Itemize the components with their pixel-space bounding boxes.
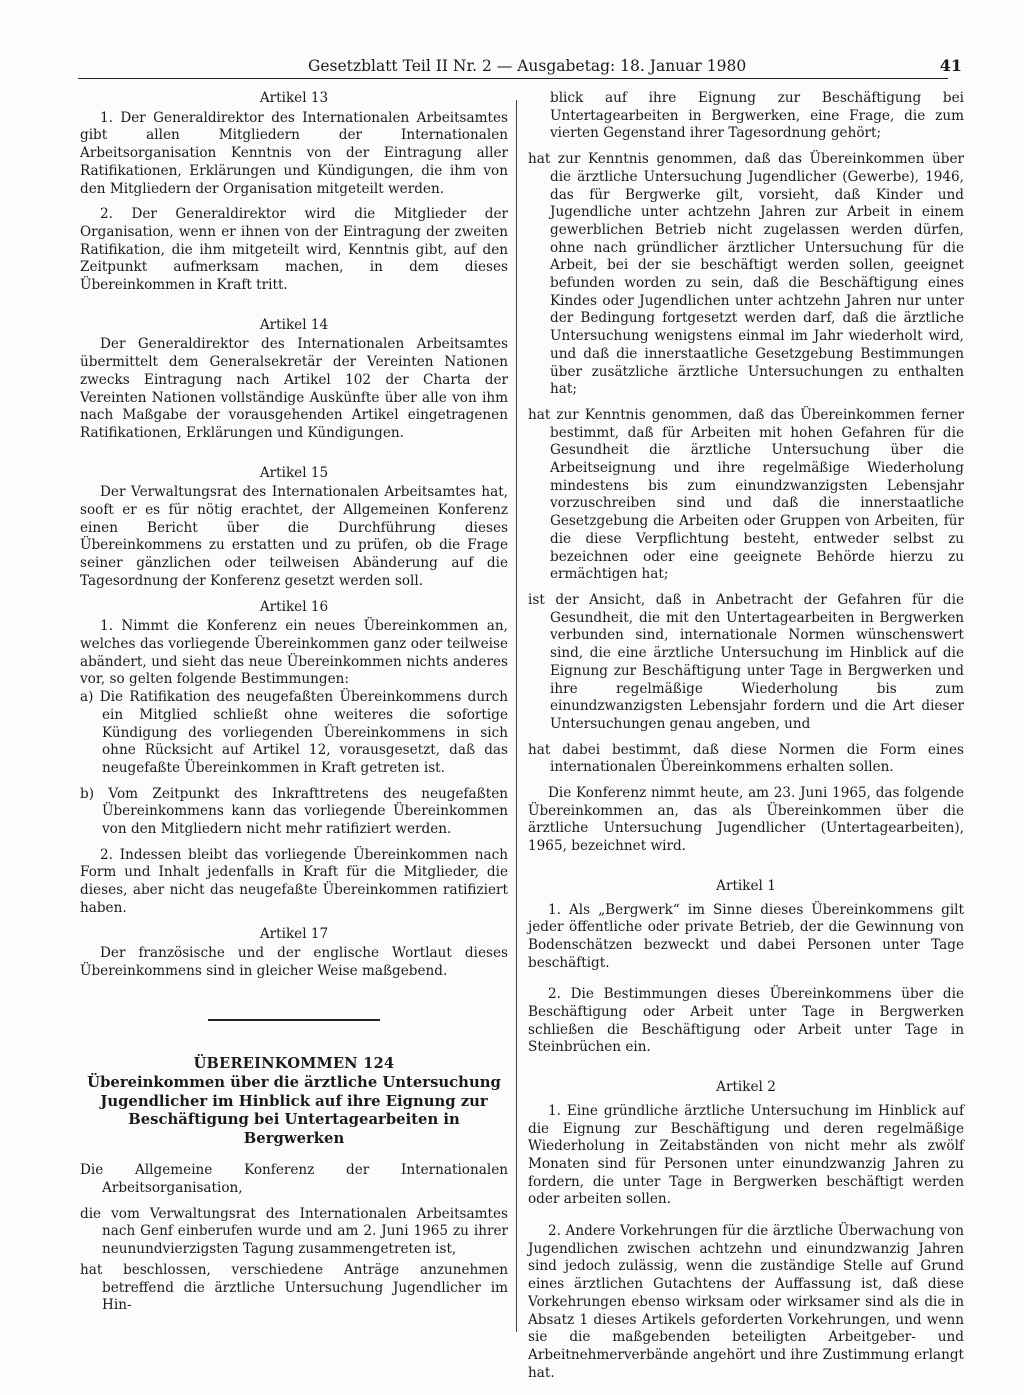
preamble-hat-kenntnis-2: hat zur Kenntnis genommen, daß das Übereinkommen ferner bestimmt, daß für Arbeiten mit hohen Gefahren für die Gesundheit die ärztliche Untersuchung über die Arbeitseignung und ihre regelmäßige Wiederholung mindestens bis zum einundzwanzigsten Lebensjahr vorzuschreiben sind und daß die innerstaatliche Gesetzgebung die Arbeiten oder Gruppen von Arbeiten, für die diese Verpflichtung besteht, entweder selbst zu bezeichnen oder eine geeignete Behörde hierzu zu ermächtigen hat;: [528, 406, 964, 583]
left-column: [80, 90, 508, 1315]
preamble-hat-bestimmt: hat dabei bestimmt, daß diese Normen die Form eines internationalen Übereinkommens erhalten sollen.: [528, 741, 964, 776]
right-column: [528, 90, 964, 1382]
convention-intro: Die Allgemeine Konferenz der Internationalen Arbeitsorganisation,: [80, 1162, 508, 1197]
header-rule: [78, 78, 948, 79]
artikel-16-paragraph-1: 1. Nimmt die Konferenz ein neues Übereinkommen an, welches das vorliegende Übereinkommen ganz oder teilweise abändert, und sieht das neue Übereinkommen nichts anderes vor, so gelten folgende Bestimmungen:: [80, 618, 508, 688]
page-header: [78, 56, 962, 76]
artikel-15-heading: Artikel 15: [259, 464, 329, 481]
artikel-1-paragraph-1: 1. Als „Bergwerk“ im Sinne dieses Übereinkommens gilt jeder öffentliche oder private Betrieb, der die Gewinnung von Bodenschätzen bezweckt und dabei Personen unter Tage beschäftigt.: [528, 901, 964, 971]
artikel-16-item-a: a) Die Ratifikation des neugefaßten Übereinkommens durch ein Mitglied schließt ohne weiteres die sofortige Kündigung des vorliegenden Übereinkommens in sich ohne Rücksicht auf Artikel 12, vorausgesetzt, daß das neugefaßte Übereinkommen in Kraft getreten ist.: [80, 689, 508, 776]
artikel-14-paragraph: Der Generaldirektor des Internationalen Arbeitsamtes übermittelt dem Generalsekretär der Vereinten Nationen zwecks Eintragung nach Artikel 102 der Charta der Vereinten Nationen vollständige Auskünfte über alle von ihm nach Maßgabe der vorausgehenden Artikel eingetragenen Ratifikationen, Erklärungen und Kündigungen.: [80, 336, 508, 441]
artikel-13-heading: Artikel 13: [259, 90, 329, 106]
artikel-2-heading: Artikel 2: [716, 1079, 776, 1096]
preamble-hat-beschlossen: hat beschlossen, verschiedene Anträge anzunehmen betreffend die ärztliche Untersuchung Jugendlicher im Hin-: [80, 1261, 508, 1314]
artikel-17-paragraph: Der französische und der englische Wortlaut dieses Übereinkommens sind in gleicher Weise maßgebend.: [80, 945, 508, 979]
artikel-16-heading: Artikel 16: [259, 598, 329, 615]
preamble-hat-kenntnis-1: hat zur Kenntnis genommen, daß das Übereinkommen über die ärztliche Untersuchung Jugendlicher (Gewerbe), 1946, das für Bergwerke gilt, vorsieht, daß Kinder und Jugendliche unter achtzehn Jahren zur Arbeit in einem gewerblichen Betrieb nicht zugelassen werden dürfen, ohne nach gründlicher ärztlicher Untersuchung für die Arbeit, bei der sie beschäftigt werden sollen, geeignet befunden worden zu sein, daß die Beschäftigung eines Kindes oder Jugendlichen unter achtzehn Jahren nur unter der Bedingung fortgesetzt werden darf, daß die ärztliche Untersuchung wenigstens einmal im Jahr wiederholt wird, und daß die innerstaatliche Gesetzgebung Bestimmungen über zusätzliche ärztliche Untersuchungen zu enthalten hat;: [528, 151, 964, 398]
artikel-15-paragraph: Der Verwaltungsrat des Internationalen Arbeitsamtes hat, sooft er es für nötig erachtet, der Allgemeinen Konferenz einen Bericht über die Durchführung dieses Übereinkommens zu erstatten und zu prüfen, ob die Frage seiner gänzlichen oder teilweisen Abänderung auf die Tagesordnung der Konferenz gesetzt werden soll.: [80, 484, 508, 589]
artikel-13-paragraph-1: 1. Der Generaldirektor des Internationalen Arbeitsamtes gibt allen Mitgliedern der Internationalen Arbeitsorganisation Kenntnis von der Eintragung aller Ratifikationen, Erklärungen und Kündigungen, die ihm von den Mitgliedern der Organisation mitgeteilt werden.: [80, 109, 508, 197]
konferenz-paragraph: Die Konferenz nimmt heute, am 23. Juni 1965, das folgende Übereinkommen an, das als Übereinkommen über die ärztliche Untersuchung Jugendlicher (Untertagearbeiten), 1965, bezeichnet wird.: [528, 785, 964, 855]
page-number: 41: [939, 56, 962, 75]
convention-subtitle: Übereinkommen über die ärztliche Untersuchung Jugendlicher im Hinblick auf ihre Eignung zur Beschäftigung bei Untertagearbeiten in Bergwerken: [87, 1074, 501, 1147]
artikel-16-item-b: b) Vom Zeitpunkt des Inkrafttretens des neugefaßten Übereinkommens kann das vorliegende Übereinkommen von den Mitgliedern nicht mehr ratifiziert werden.: [80, 785, 508, 838]
artikel-1-paragraph-2: 2. Die Bestimmungen dieses Übereinkommens über die Beschäftigung oder Arbeit unter Tage in Bergwerken schließen die Beschäftigung oder Arbeit unter Tage in Steinbrüchen ein.: [528, 986, 964, 1056]
convention-title: ÜBEREINKOMMEN 124: [193, 1054, 395, 1072]
artikel-17-heading: Artikel 17: [259, 925, 329, 942]
column-divider: [516, 100, 517, 1332]
preamble-ist-ansicht: ist der Ansicht, daß in Anbetracht der Gefahren für die Gesundheit, die mit den Untertagearbeiten in Bergwerken verbunden sind, internationale Normen wünschenswert sind, die eine ärztliche Untersuchung im Hinblick auf die Eignung zur Beschäftigung unter Tage in Bergwerken und ihre regelmäßige Wiederholung bis zum einundzwanzigsten Lebensjahr fordern und die Art dieser Untersuchungen genau angeben, und: [528, 591, 964, 732]
preamble-continuation: blick auf ihre Eignung zur Beschäftigung bei Untertagearbeiten in Bergwerken, eine Frage, die zum vierten Gegenstand ihrer Tagesordnung gehört;: [550, 90, 964, 142]
artikel-1-heading: Artikel 1: [716, 877, 776, 894]
header-title: Gesetzblatt Teil II Nr. 2 — Ausgabetag: 18. Januar 1980: [308, 57, 747, 75]
artikel-2-paragraph-2: 2. Andere Vorkehrungen für die ärztliche Überwachung von Jugendlichen zwischen achtzehn und einundzwanzig Jahren sind jedoch zulässig, wenn die zuständige Stelle auf Grund eines ärztlichen Gutachtens der Auffassung ist, daß diese Vorkehrungen ebenso wirksam oder wirksamer sind als die in Absatz 1 dieses Artikels geforderten Vorkehrungen, und wenn sie die maßgebenden beteiligten Arbeitgeber- und Arbeitnehmerverbände angehört und ihre Zustimmung erlangt hat.: [528, 1223, 964, 1381]
artikel-2-paragraph-1: 1. Eine gründliche ärztliche Untersuchung im Hinblick auf die Eignung zur Beschäftigung und deren regelmäßige Wiederholung in Zeitabständen von nicht mehr als zwölf Monaten sind für Personen unter einundzwanzig Jahren zu fordern, die unter Tage in Bergwerken beschäftigt werden oder arbeiten sollen.: [528, 1102, 964, 1208]
preamble-die: die vom Verwaltungsrat des Internationalen Arbeitsamtes nach Genf einberufen wurde und am 2. Juni 1965 zu ihrer neunundvierzigsten Tagung zusammengetreten ist,: [80, 1205, 508, 1258]
artikel-16-paragraph-2: 2. Indessen bleibt das vorliegende Übereinkommen nach Form und Inhalt jedenfalls in Kraft für die Mitglieder, die dieses, aber nicht das neugefaßte Übereinkommen ratifiziert haben.: [80, 846, 508, 916]
artikel-14-heading: Artikel 14: [259, 316, 329, 333]
artikel-13-paragraph-2: 2. Der Generaldirektor wird die Mitglieder der Organisation, wenn er ihnen von der Eintragung der zweiten Ratifikation, die ihm mitgeteilt wird, Kenntnis gibt, auf den Zeitpunkt aufmerksam machen, in dem dieses Übereinkommen in Kraft tritt.: [80, 206, 508, 294]
